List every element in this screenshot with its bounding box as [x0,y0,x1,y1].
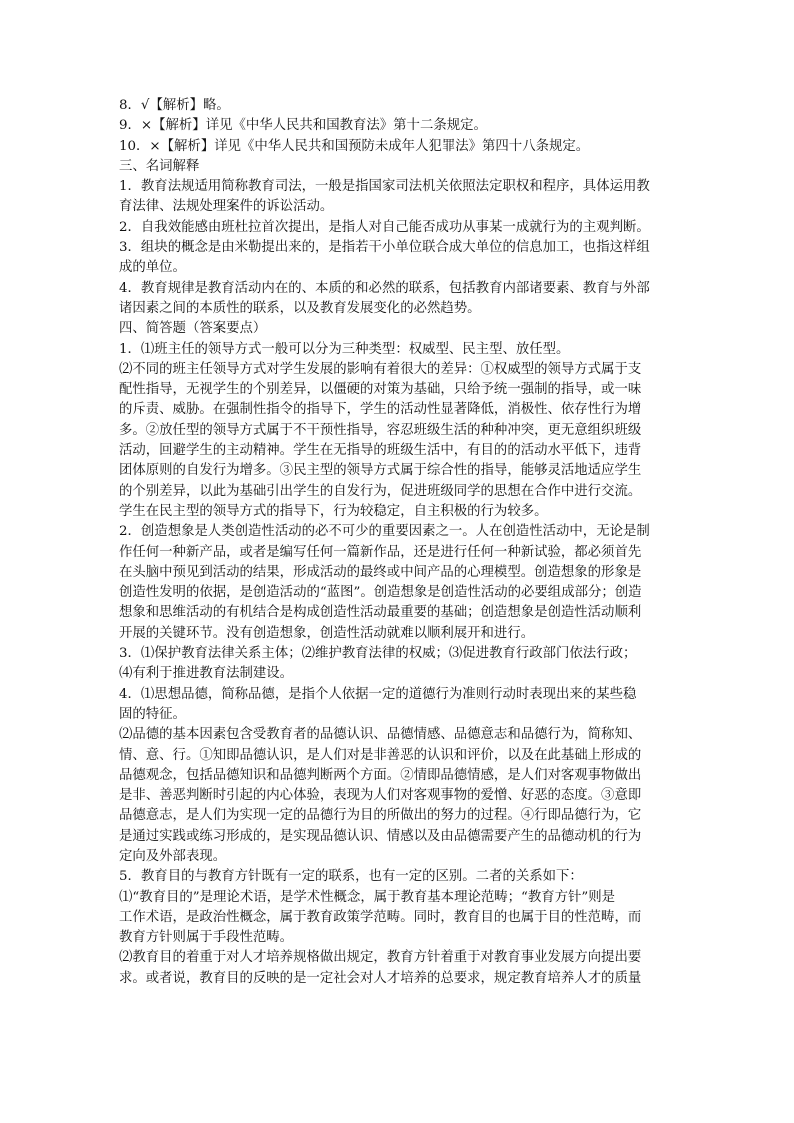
text-line: ⑷有利于推进教育法制建设。 [119,666,294,682]
text-line: 5．教育目的与教育方针既有一定的联系，也有一定的区别。二者的关系如下： [119,869,583,885]
text-line: 学生在民主型的领导方式的指导下，行为较稳定，自主积极的行为较多。 [119,503,548,519]
text-line: 团体原则的自发行为增多。③民主型的领导方式属于综合性的指导，能够灵活地适应学生 [119,463,642,479]
text-line: 9．×【解析】详见《中华人民共和国教育法》第十二条规定。 [119,118,487,134]
text-line: 育法律、法规处理案件的诉讼活动。 [119,199,334,215]
text-line: 品德观念，包括品德知识和品德判断两个方面。②情即品德情感，是人们对客观事物做出 [119,767,642,783]
text-line: 1．⑴班主任的领导方式一般可以分为三种类型：权威型、民主型、放任型。 [119,341,570,357]
text-line: 配性指导，无视学生的个别差异，以僵硬的对策为基础，只给予统一强制的指导，或一味 [119,382,642,398]
text-line: 8．√【解析】略。 [119,98,230,113]
text-line: 定向及外部表现。 [119,848,227,864]
text-line: 开展的关键环节。没有创造想象，创造性活动就难以顺利展开和进行。 [119,625,535,641]
text-line: 固的特征。 [119,706,186,722]
text-line: 4．⑴思想品德，简称品德，是指个人依据一定的道德行为准则行动时表现出来的某些稳 [119,686,637,702]
text-line: 作任何一种新产品，或者是编写任何一篇新作品，还是进行任何一种新试验，都必须首先 [119,544,642,560]
text-line: 四、简答题（答案要点） [119,321,267,337]
text-line: ⑴“教育目的”是理论术语，是学术性概念，属于教育基本理论范畴；“教育方针”则是 [119,889,616,905]
text-line: 情、意、行。①知即品德认识，是人们对是非善恶的认识和评价，以及在此基础上形成的 [119,747,642,763]
text-line: ⑵品德的基本因素包含受教育者的品德认识、品德情感、品德意志和品德行为，简称知、 [119,727,642,743]
text-line: 的斥责、威胁。在强制性指令的指导下，学生的活动性显著降低，消极性、依存性行为增 [119,402,642,418]
text-line: 品德意志，是人们为实现一定的品德行为目的所做出的努力的过程。④行即品德行为，它 [119,808,642,824]
text-line: ⑵不同的班主任领导方式对学生发展的影响有着很大的差异：①权威型的领导方式属于支 [119,361,642,377]
text-line: 3．组块的概念是由米勒提出来的，是指若干小单位联合成大单位的信息加工，也指这样组 [119,240,650,256]
text-line: 10．×【解析】详见《中华人民共和国预防未成年人犯罪法》第四十八条规定。 [119,138,590,154]
text-line: 求。或者说，教育目的反映的是一定社会对人才培养的总要求，规定教育培养人才的质量 [119,970,642,986]
text-line: 2．自我效能感由班杜拉首次提出，是指人对自己能否成功从事某一成就行为的主观判断。 [119,219,650,235]
text-line: 多。②放任型的领导方式属于不干预性指导，容忍班级生活的种种冲突，更无意组织班级 [119,422,642,438]
text-line: 创造性发明的依据，是创造活动的“蓝图”。创造想象是创造性活动的必要组成部分；创造 [119,585,642,601]
text-line: 1．教育法规适用简称教育司法，一般是指国家司法机关依照法定职权和程序，具体运用教 [119,179,650,195]
text-line: 是通过实践或练习形成的，是实现品德认识、情感以及由品德需要产生的品德动机的行为 [119,828,642,844]
text-line: 是非、善恶判断时引起的内心体验，表现为人们对客观事物的爱憎、好恶的态度。③意即 [119,788,642,804]
text-line: 4．教育规律是教育活动内在的、本质的和必然的联系，包括教育内部诸要素、教育与外部 [119,280,650,296]
text-line: ⑵教育目的着重于对人才培养规格做出规定，教育方针着重于对教育事业发展方向提出要 [119,950,642,966]
text-line: 3．⑴保护教育法律关系主体；⑵维护教育法律的权威；⑶促进教育行政部门依法行政； [119,646,637,662]
text-line: 活动，回避学生的主动精神。学生在无指导的班级生活中，有目的的活动水平低下，违背 [119,443,642,459]
text-line: 在头脑中预见到活动的结果，形成活动的最终或中间产品的心理模型。创造想象的形象是 [119,564,642,580]
text-line: 的个别差异，以此为基础引出学生的自发行为，促进班级同学的思想在合作中进行交流。 [119,483,642,499]
text-line: 2．创造想象是人类创造性活动的必不可少的重要因素之一。人在创造性活动中，无论是制 [119,524,650,540]
text-line: 成的单位。 [119,260,186,276]
document-page [119,96,679,989]
text-line: 想象和思维活动的有机结合是构成创造性活动最重要的基础；创造想象是创造性活动顺利 [119,605,642,621]
text-line: 三、名词解释 [119,158,200,174]
text-line: 教育方针则属于手段性范畴。 [119,930,294,946]
text-line: 工作术语，是政治性概念，属于教育政策学范畴。同时，教育目的也属于目的性范畴，而 [119,909,642,925]
text-line: 诸因素之间的本质性的联系，以及教育发展变化的必然趋势。 [119,300,481,316]
